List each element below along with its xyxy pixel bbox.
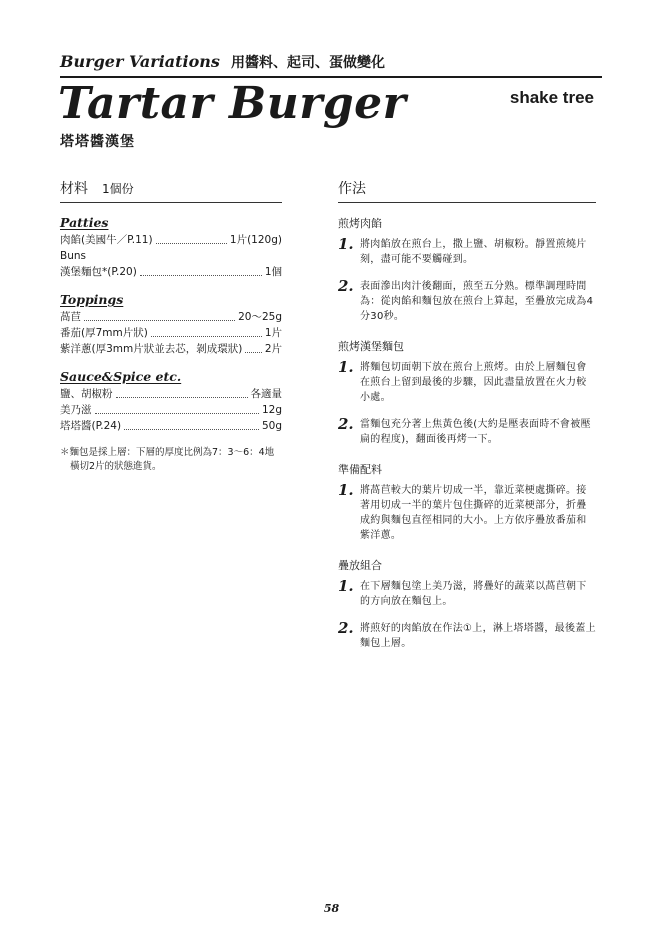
ingredient-amount: 2片 [264, 343, 282, 355]
ingredient-name: 肉餡(美國牛／P.11) [60, 234, 153, 246]
ingredient-row [60, 325, 282, 341]
stage-title-assembly: 疊放組合 [338, 559, 382, 572]
method-step [338, 483, 596, 543]
recipe-subtitle: 塔塔醬漢堡 [60, 134, 135, 150]
method-step [338, 279, 596, 324]
ingredient-name: 番茄(厚7mm片狀) [60, 327, 148, 339]
ingredient-name: 萵苣 [60, 311, 81, 323]
ingredient-row [60, 402, 282, 418]
dot-leader [245, 352, 261, 353]
step-text: 在下層麵包塗上美乃滋，將疊好的蔬菜以萵苣朝下的方向放在麵包上。 [360, 581, 587, 607]
method-heading: 作法 [338, 178, 596, 203]
step-text: 表面滲出肉汁後翻面，煎至五分熟。標準調理時間為：從肉餡和麵包放在煎台上算起，至疊放完成為4分30秒。 [360, 281, 594, 322]
dot-leader [156, 243, 227, 244]
ingredient-amount: 20～25g [238, 311, 282, 323]
method-step [338, 237, 596, 267]
series-subtitle: 用醬料、起司、蛋做變化 [231, 55, 386, 71]
step-number: 2. [338, 277, 354, 295]
dot-leader [95, 413, 259, 414]
ingredient-row [60, 264, 282, 280]
ingredient-amount: 1片(120g) [229, 234, 282, 246]
section-label-sauce: Sauce&Spice etc. [60, 369, 182, 384]
step-number: 1. [338, 577, 354, 595]
section-label-patties: Patties [60, 215, 109, 230]
recipe-title: Tartar Burger [58, 78, 407, 129]
method-step [338, 360, 596, 405]
stage-title-toppings: 準備配料 [338, 463, 382, 476]
method-step [338, 417, 596, 447]
step-text: 將萵苣較大的葉片切成一半，靠近菜梗處撕碎。接著用切成一半的葉片包住撕碎的近菜梗部分，折疊成約與麵包直徑相同的大小。上方依序疊放番茄和紫洋蔥。 [360, 485, 587, 541]
brand-name: shake tree [509, 88, 594, 107]
ingredients-heading [60, 178, 282, 203]
section-label-toppings: Toppings [60, 292, 124, 307]
series-header [60, 52, 600, 74]
ingredient-amount: 各適量 [250, 388, 282, 400]
step-number: 2. [338, 415, 354, 433]
step-text: 將肉餡放在煎台上，撒上鹽、胡椒粉。靜置煎燒片刻，盡可能不要觸碰到。 [360, 239, 587, 265]
ingredient-row [60, 309, 282, 325]
method-step [338, 579, 596, 609]
series-title: Burger Variations [60, 52, 220, 71]
stage-title-buns: 煎烤漢堡麵包 [338, 340, 404, 353]
ingredient-name: Buns [60, 250, 86, 262]
stage-title-patty: 煎烤肉餡 [338, 217, 382, 230]
ingredient-row [60, 418, 282, 434]
ingredients-column [60, 178, 282, 474]
method-column [338, 178, 596, 663]
ingredient-name: 漢堡麵包*(P.20) [60, 266, 137, 278]
ingredient-name: 鹽、胡椒粉 [60, 388, 113, 400]
ingredient-row [60, 341, 282, 357]
page-number: 58 [323, 902, 340, 915]
ingredients-title: 材料 [60, 181, 88, 197]
ingredient-amount: 12g [261, 404, 282, 416]
ingredient-row [60, 386, 282, 402]
dot-leader [84, 320, 235, 321]
ingredient-row [60, 232, 282, 248]
dot-leader [140, 275, 262, 276]
step-number: 2. [338, 619, 354, 637]
step-number: 1. [338, 358, 354, 376]
dot-leader [116, 397, 248, 398]
ingredient-amount: 1片 [264, 327, 282, 339]
ingredient-amount: 50g [261, 420, 282, 432]
ingredient-name: 塔塔醬(P.24) [60, 420, 122, 432]
dot-leader [151, 336, 262, 337]
step-text: 將煎好的肉餡放在作法①上，淋上塔塔醬，最後蓋上麵包上層。 [360, 623, 596, 649]
method-step [338, 621, 596, 651]
ingredient-name: 美乃滋 [60, 404, 92, 416]
dot-leader [124, 429, 259, 430]
step-text: 當麵包充分著上焦黃色後(大約是壓表面時不會被壓扁的程度)，翻面後再烤一下。 [360, 419, 591, 445]
step-number: 1. [338, 235, 354, 253]
ingredients-quantity: 1個份 [102, 182, 134, 196]
step-number: 1. [338, 481, 354, 499]
ingredient-amount: 1個 [264, 266, 282, 278]
ingredient-name: 紫洋蔥(厚3mm片狀並去芯，剝成環狀) [60, 343, 243, 355]
step-text: 將麵包切面朝下放在煎台上煎烤。由於上層麵包會在煎台上留到最後的步驟，因此盡量放置在火力較小處。 [360, 362, 587, 403]
ingredient-row [60, 248, 282, 264]
bun-note: ＊麵包是採上層：下層的厚度比例為7：3～6：4地橫切2片的狀態進貨。 [60, 447, 275, 472]
